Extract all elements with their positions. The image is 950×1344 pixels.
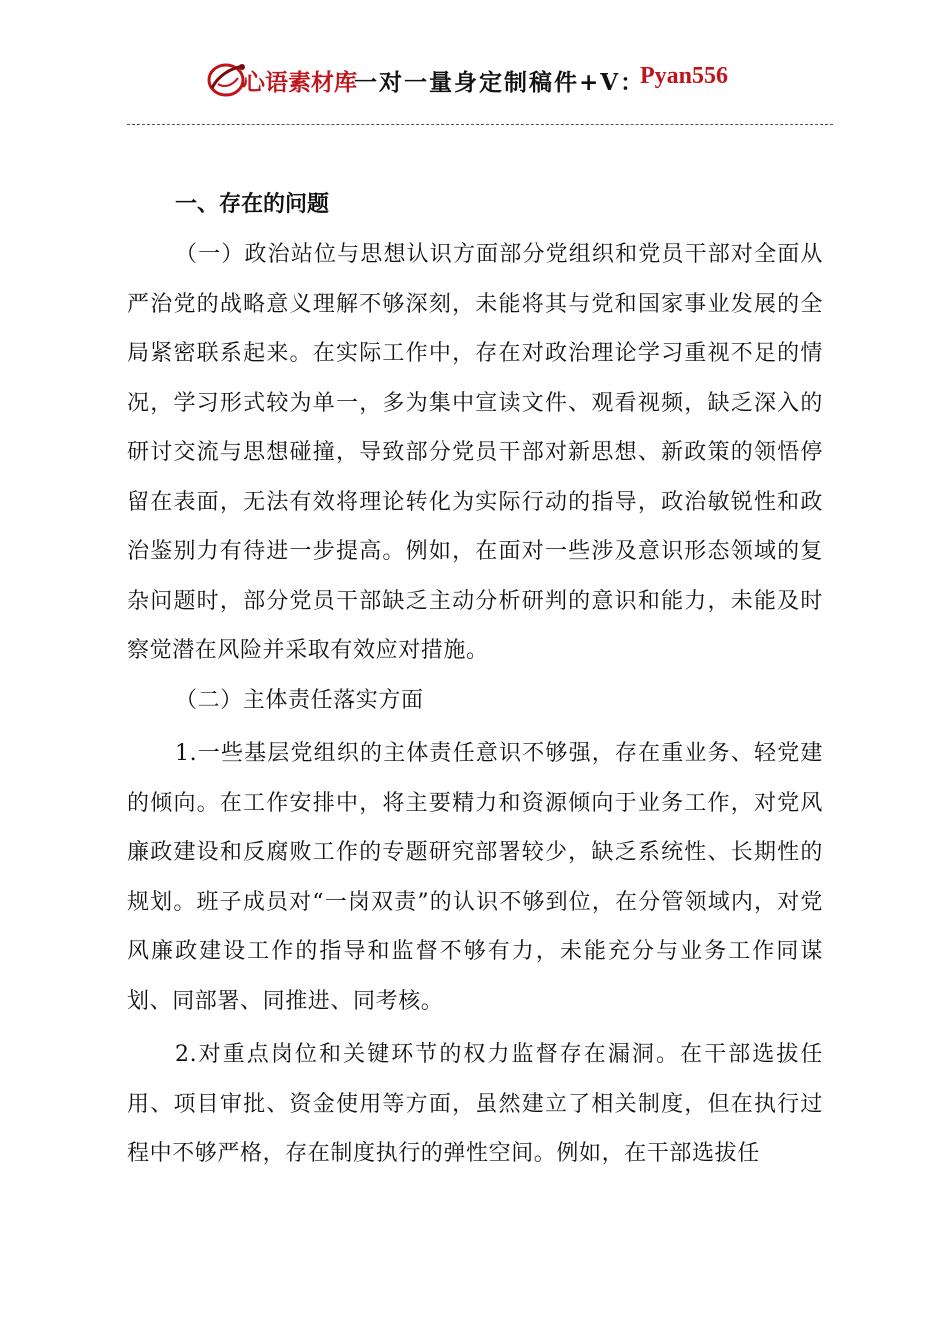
header-contact-id: Pyan556 bbox=[640, 63, 729, 89]
paragraph-responsibility-2: 2.对重点岗位和关键环节的权力监督存在漏洞。在干部选拔任用、项目审批、资金使用等方面，虽然建立了相关制度，但在执行过程中不够严格，存在制度执行的弹性空间。例如，在干部选拔任 bbox=[127, 1042, 823, 1166]
subsection-heading: （二）主体责任落实方面 bbox=[175, 687, 424, 713]
page-header bbox=[0, 56, 950, 104]
paragraph-political-stance: （一）政治站位与思想认识方面部分党组织和党员干部对全面从严治党的战略意义理解不够深刻，未能将其与党和国家事业发展的全局紧密联系起来。在实际工作中，存在对政治理论学习重视不足的情况，学习形式较为单一，多为集中宣读文件、观看视频，缺乏深入的研讨交流与思想碰撞，导致部分党员干部对新思想、新政策的领悟停留在表面，无法有效将理论转化为实际行动的指导，政治敏锐性和政治鉴别力有待进一步提高。例如，在面对一些涉及意识形态领域的复杂问题时，部分党员干部缺乏主动分析研判的意识和能力，未能及时察觉潜在风险并采取有效应对措施。 bbox=[127, 242, 823, 663]
paragraph-responsibility-1: 1.一些基层党组织的主体责任意识不够强，存在重业务、轻党建的倾向。在工作安排中，将主要精力和资源倾向于业务工作，对党风廉政建设和反腐败工作的专题研究部署较少，缺乏系统性、长期性的规划。班子成员对“一岗双责”的认识不够到位，在分管领域内，对党风廉政建设工作的指导和监督不够有力，未能充分与业务工作同谋划、同部署、同推进、同考核。 bbox=[127, 741, 823, 1014]
header-divider bbox=[127, 124, 833, 125]
section-heading: 一、存在的问题 bbox=[175, 192, 330, 217]
brand-name: 心语素材库 bbox=[242, 70, 357, 96]
document-body bbox=[127, 180, 823, 1179]
header-slogan: 一对一量身定制稿件+V： bbox=[354, 69, 646, 96]
